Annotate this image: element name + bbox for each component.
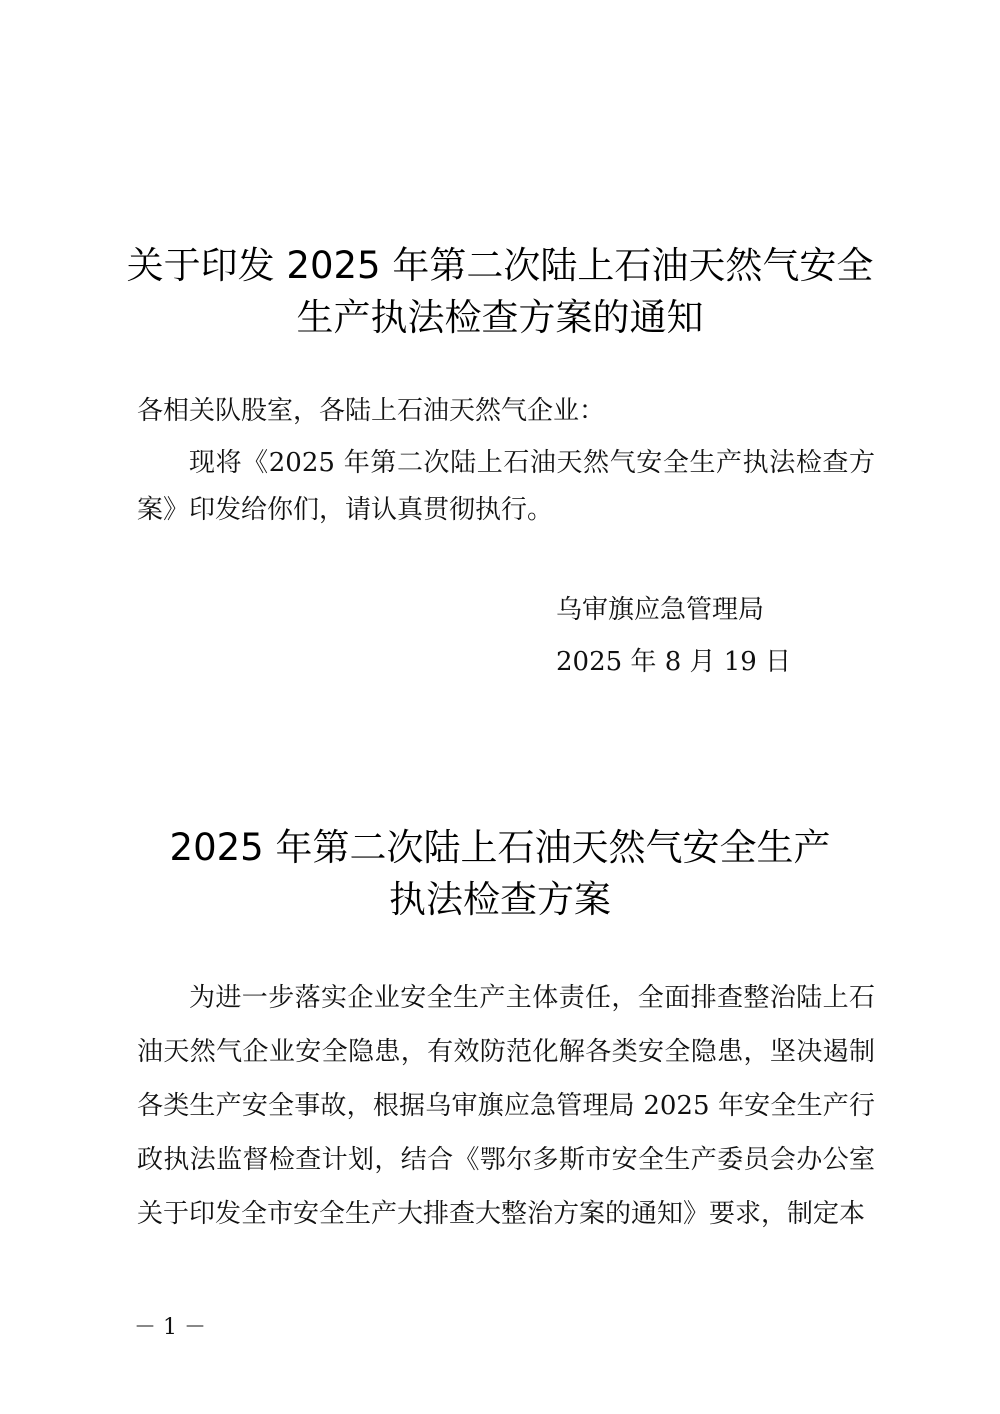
notice-addressee: 各相关队股室，各陆上石油天然气企业：	[137, 396, 606, 426]
notice-issuer: 乌审旗应急管理局	[556, 595, 765, 625]
notice-body-paragraph: 现将《2025 年第二次陆上石油天然气安全生产执法检查方案》印发给你们，请认真贯彻执行。	[137, 448, 875, 525]
page-number: － 1 －	[134, 1315, 206, 1340]
notice-title-line-1: 关于印发 2025 年第二次陆上石油天然气安全	[126, 244, 874, 287]
notice-signature-block	[556, 584, 856, 688]
plan-title-line-2: 执法检查方案	[389, 878, 611, 921]
plan-title-line-1: 2025 年第二次陆上石油天然气安全生产	[169, 826, 831, 869]
plan-body-paragraph: 为进一步落实企业安全生产主体责任，全面排查整治陆上石油天然气企业安全隐患，有效防范化解各类安全隐患，坚决遏制各类生产安全事故，根据乌审旗应急管理局 2025 年安全生产行政执法监督检查计划，结合《鄂尔多斯市安全生产委员会办公室关于印发全市安全生产大排查大整治方案的通知》要求，制定本	[137, 983, 875, 1229]
notice-date: 2025 年 8 月 19 日	[556, 647, 792, 677]
notice-title	[100, 240, 900, 344]
notice-title-line-2: 生产执法检查方案的通知	[296, 296, 704, 339]
plan-title	[100, 822, 900, 926]
